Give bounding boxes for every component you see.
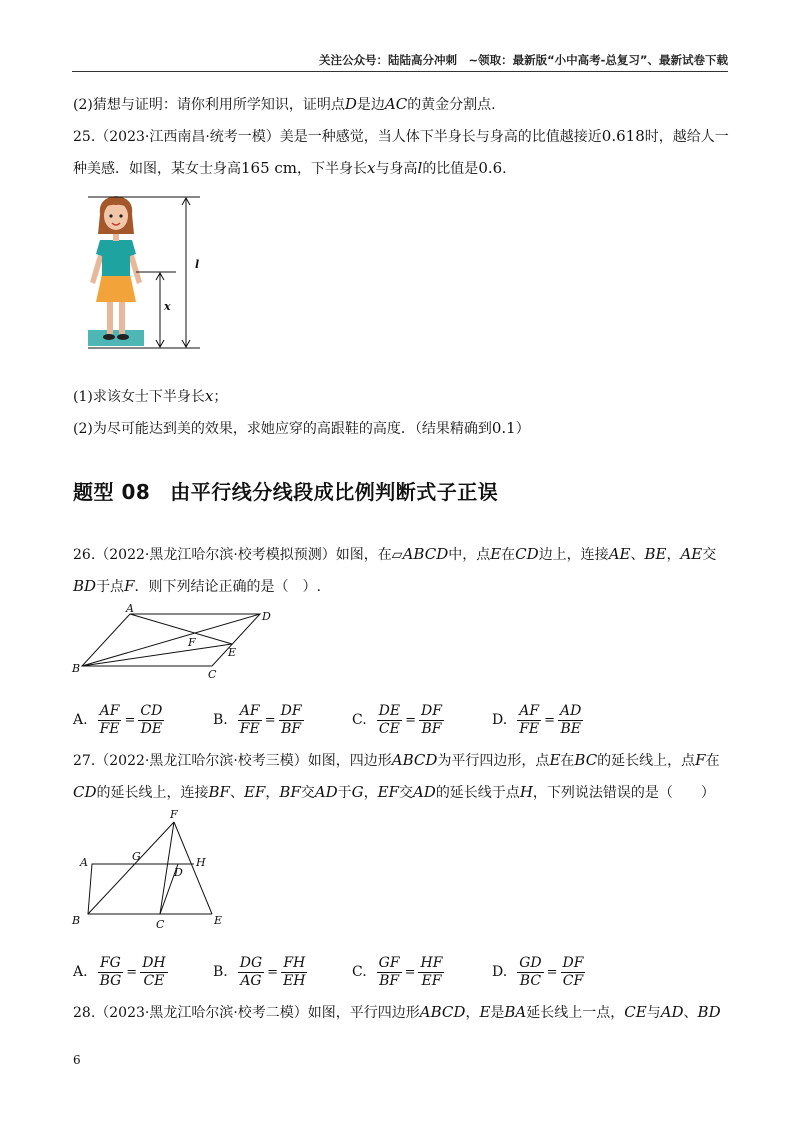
q28-line-1 [73,1002,721,1023]
section-title: 由平行线分线段成比例判断式子正误 [170,480,499,504]
fraction [98,955,124,990]
page-header: 关注公众号：陆陆高分冲刺 ~领取：最新版“小中高考-总复习”、最新试卷下载 [318,53,728,67]
math-var: ABCD [391,751,438,769]
question-text: ； [213,389,228,405]
fraction [418,955,444,990]
point-label-b: B [72,662,81,675]
header-rule [72,71,728,72]
segment-bf [88,822,174,914]
q26-line-1 [73,544,716,565]
math-var: F [124,577,135,595]
question-text: (1)求该女士下半身长 [73,389,205,405]
question-text: 的延长线于点 [435,785,520,801]
equals-sign: = [126,964,138,980]
question-text: 、 [229,785,244,801]
math-var: AE [680,545,703,563]
denominator: BE [560,720,581,737]
option-c[interactable] [352,700,444,740]
equals-sign: = [124,712,136,728]
question-source: （2022·黑龙江哈尔滨·校考模拟预测） [95,547,336,563]
denominator: CE [143,972,165,989]
point-label-c: C [208,668,217,681]
option-b[interactable] [213,952,308,992]
option-d[interactable] [492,952,585,992]
fraction [377,703,402,738]
option-label: D. [492,712,508,728]
question-text: 美是一种感觉，当人体下半身长与身高的比值越接近 [279,129,602,145]
denominator: BF [379,972,400,989]
equals-sign: = [267,964,279,980]
point-label-c: C [156,918,165,931]
math-var: E [479,1003,491,1021]
question-text: 交 [702,547,717,563]
question-text: ， [265,785,280,801]
question-number: 27. [73,753,96,769]
point-label-f: F [170,808,178,821]
q25-part2 [73,418,530,439]
denominator: AG [240,972,262,989]
question-text: 如图，在 [335,547,392,563]
question-text: 如图，平行四边形 [307,1005,420,1021]
question-text: 中，点 [448,547,491,563]
math-var: AD [660,1003,684,1021]
point-label-e: E [214,914,223,927]
q27-figure [68,808,238,936]
math-number: 165 cm [241,159,298,177]
q27-line-1 [73,750,720,771]
question-text: 时，越给人一 [644,129,729,145]
section-tag: 题型 08 [73,480,151,504]
question-text: ） [515,421,530,437]
point-label-e: E [228,646,237,659]
numerator: GF [378,954,400,971]
denominator: EF [421,972,442,989]
question-number: 26. [73,547,96,563]
q27-line-2 [73,782,715,803]
question-text: 的延长线上，点 [597,753,696,769]
q25-part1 [73,386,227,407]
fraction [238,703,262,738]
math-var: BC [574,751,598,769]
math-var: AD [314,783,338,801]
question-text: 种美感．如图，某女士身高 [73,161,241,177]
denominator: FE [99,720,120,737]
q25-line-2 [73,158,507,179]
segment-be [82,644,232,666]
math-var: l [417,159,423,177]
parallelogram-symbol: ▱ [391,547,403,563]
point-label-a: A [126,604,134,615]
question-text: 延长线上一点， [526,1005,625,1021]
math-var: CD [73,783,97,801]
option-d[interactable] [492,700,583,740]
denominator: CE [378,720,400,737]
denominator: BF [421,720,442,737]
equals-sign: = [264,712,276,728]
q26-line-2 [73,576,321,597]
page-number: 6 [73,1053,81,1067]
math-var: EF [377,783,399,801]
question-text: 边上，连接 [538,547,609,563]
question-text: 在 [705,753,720,769]
figure-shirt [96,240,136,276]
denominator: CF [562,972,584,989]
numerator: DE [378,702,401,719]
denominator: BC [519,972,542,989]
question-text: ， [465,1005,480,1021]
question-text: ， [363,785,378,801]
math-var: AD [412,783,436,801]
numerator: FH [283,954,306,971]
equals-sign: = [404,964,416,980]
equals-sign: = [405,712,417,728]
math-number: 0.618 [601,127,645,145]
question-number: 28. [73,1005,96,1021]
numerator: HF [420,954,443,971]
option-c[interactable] [352,952,444,992]
question-source: （2022·黑龙江哈尔滨·校考三模） [95,753,308,769]
q24-part2-text: 是边 [356,97,385,113]
math-var: G [351,783,364,801]
question-text: 于点 [96,579,125,595]
option-label: B. [213,712,228,728]
question-text: ，下半身长 [297,161,368,177]
question-text: 交 [300,785,315,801]
denominator: EH [283,972,306,989]
question-text: 为平行四边形，点 [437,753,550,769]
numerator: AF [239,702,260,719]
option-label: D. [492,964,508,980]
math-var: E [490,545,502,563]
figure-eye-left [109,214,112,217]
math-var: x [204,387,214,405]
figure-shoe-left [103,334,115,340]
math-number: 0.6 [478,159,503,177]
question-text: 是 [490,1005,505,1021]
q24-part2-line [73,94,496,115]
question-text: 与 [646,1005,661,1021]
numerator: DG [239,954,263,971]
math-number: 0.1 [491,419,516,437]
fraction [281,955,307,990]
equals-sign: = [544,712,556,728]
fraction [377,955,402,990]
math-var: D [344,95,357,113]
point-label-d: D [262,610,271,623]
question-text: 如图，四边形 [307,753,392,769]
numerator: AF [519,702,540,719]
question-text: 在 [501,547,516,563]
question-text: (2)为尽可能达到美的效果，求她应穿的高跟鞋的高度．（结果精确到 [73,421,492,437]
q26-figure [70,604,280,682]
math-var: BE [644,545,667,563]
math-var: BF [208,783,230,801]
question-text: 于 [337,785,352,801]
math-var: BF [279,783,301,801]
question-text: ．则下列结论正确的是（ ）. [134,579,321,595]
math-var: CE [624,1003,647,1021]
math-var: EF [243,783,266,801]
question-text: 的延长线上，连接 [96,785,209,801]
math-var: BD [73,577,97,595]
question-text: 、 [683,1005,698,1021]
denominator: FE [519,720,540,737]
point-label-h: H [196,856,206,869]
question-source: （2023·江西南昌·统考一模） [95,129,280,145]
numerator: AD [560,702,582,719]
fraction [517,703,541,738]
fraction [140,955,167,990]
q26-options [73,700,673,740]
math-var: ABCD [402,545,449,563]
denominator: DE [140,720,163,737]
denominator: BF [281,720,302,737]
question-text: 交 [398,785,413,801]
figure-shoe-right [117,334,129,340]
parallelogram-abcd [88,864,178,914]
fraction [138,703,164,738]
math-var: F [695,751,706,769]
math-var: H [519,783,533,801]
option-label: A. [73,964,88,980]
point-label-d: D [174,866,183,879]
question-text: ，下列说法错误的是（ ） [532,785,715,801]
question-text: 的比值是 [422,161,479,177]
question-text: 在 [560,753,575,769]
numerator: AF [99,702,120,719]
fraction [238,955,264,990]
option-a[interactable] [73,700,164,740]
numerator: GD [519,954,542,971]
math-var: ABCD [419,1003,466,1021]
numerator: DF [562,954,584,971]
numerator: DF [280,702,302,719]
denominator: FE [239,720,260,737]
question-text: 与身高 [375,161,418,177]
option-label: A. [73,712,88,728]
point-label-g: G [132,850,141,863]
q25-figure [78,192,218,354]
math-var: AC [384,95,408,113]
figure-label-x: x [164,300,171,313]
figure-skirt [96,274,136,302]
fraction [279,703,304,738]
numerator: DH [142,954,166,971]
point-label-b: B [72,914,81,927]
question-source: （2023·黑龙江哈尔滨·校考二模） [95,1005,308,1021]
figure-label-l: l [195,258,200,271]
option-b[interactable] [213,700,304,740]
math-var: x [367,159,376,177]
figure-platform [88,330,144,346]
option-label: B. [213,964,228,980]
segment-fc [160,822,174,914]
option-label: C. [352,712,367,728]
question-number: 25. [73,129,96,145]
point-label-f: F [188,636,196,649]
option-a[interactable] [73,952,168,992]
math-var: BA [504,1003,527,1021]
fraction [561,955,586,990]
q24-part2-text: (2)猜想与证明：请你利用所学知识，证明点 [73,97,345,113]
denominator: BG [99,972,122,989]
fraction [558,703,583,738]
figure-eye-right [119,214,122,217]
math-var: CD [515,545,539,563]
q25-line-1 [73,126,729,147]
question-text: ， [666,547,681,563]
figure-face [104,202,128,230]
segment-ae [130,614,232,644]
equals-sign: = [546,964,558,980]
fraction [419,703,444,738]
numerator: FG [99,954,121,971]
numerator: DF [421,702,442,719]
math-var: E [549,751,561,769]
q24-part2-text: 的黄金分割点. [407,97,496,113]
fraction [517,955,543,990]
fraction [98,703,122,738]
question-text: . [502,161,507,177]
q27-options [73,952,673,992]
math-var: BD [697,1003,721,1021]
question-text: 、 [630,547,645,563]
math-var: AE [608,545,631,563]
section-heading [73,476,498,505]
point-label-a: A [80,856,88,869]
numerator: CD [140,702,163,719]
option-label: C. [352,964,367,980]
